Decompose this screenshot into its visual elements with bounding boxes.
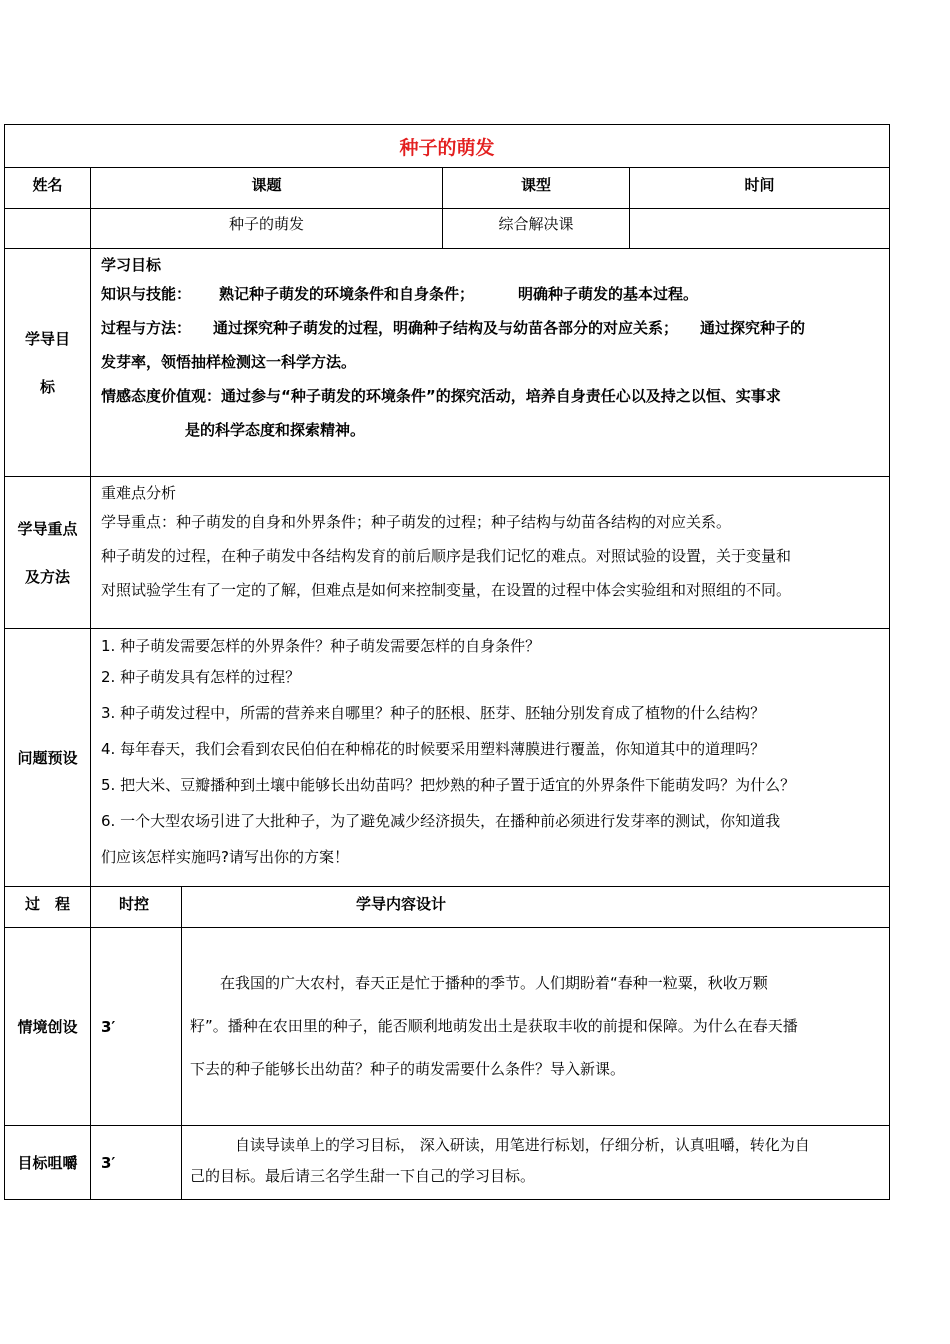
question-item: 5. 把大米、豆瓣播种到土壤中能够长出幼苗吗？把炒熟的种子置于适宜的外界条件下能萌发吗？为什么？ xyxy=(101,776,796,794)
focus-line2: 种子萌发的过程，在种子萌发中各结构发育的前后顺序是我们记忆的难点。对照试验的设置，关于变量和 xyxy=(101,547,792,565)
page-title: 种子的萌发 xyxy=(399,136,495,159)
topic-label: 课题 xyxy=(91,168,443,209)
knowledge-line xyxy=(101,277,879,311)
goals-heading: 学习目标 xyxy=(101,256,162,274)
emotion-text: 通过参与“种子萌发的环境条件”的探究活动，培养自身责任心以及持之以恒、实事求 xyxy=(221,387,781,405)
focus-line3: 对照试验学生有了一定的了解，但难点是如何来控制变量，在设置的过程中体会实验组和对照组的不同。 xyxy=(101,581,792,599)
step-time: 3′ xyxy=(91,928,182,1126)
type-value: 综合解决课 xyxy=(443,209,630,249)
step-name: 目标咀嚼 xyxy=(5,1126,91,1200)
step-content xyxy=(182,1126,890,1200)
questions-content xyxy=(91,629,890,887)
goals-content xyxy=(91,249,890,477)
knowledge-text2: 明确种子萌发的基本过程。 xyxy=(518,285,699,303)
goals-row xyxy=(5,249,890,477)
question-item: 2. 种子萌发具有怎样的过程？ xyxy=(101,668,301,686)
step-line: 己的目标。最后请三名学生甜一下自己的学习目标。 xyxy=(190,1167,536,1185)
name-value xyxy=(5,209,91,249)
step-line: 在我国的广大农村，春天正是忙于播种的季节。人们期盼着“春种一粒粟，秋收万颗 xyxy=(220,974,768,992)
step-row xyxy=(5,928,890,1126)
focus-content xyxy=(91,477,890,629)
time-value xyxy=(630,209,890,249)
lesson-plan xyxy=(4,124,889,1200)
lesson-plan-table xyxy=(4,124,890,1200)
question-item: 4. 每年春天，我们会看到农民伯伯在种棉花的时候要采用塑料薄膜进行覆盖，你知道其中的道理吗？ xyxy=(101,740,766,758)
focus-row xyxy=(5,477,890,629)
goals-side-line2: 标 xyxy=(39,377,55,396)
process-header-row xyxy=(5,887,890,928)
content-design-label: 学导内容设计 xyxy=(182,887,890,928)
goals-side-line1: 学导目 xyxy=(24,329,70,348)
process-text: 通过探究种子萌发的过程，明确种子结构及与幼苗各部分的对应关系； xyxy=(213,319,679,337)
emotion-label: 情感态度价值观： xyxy=(101,387,222,405)
emotion-text2: 是的科学态度和探索精神。 xyxy=(185,421,366,439)
time-label: 时间 xyxy=(630,168,890,209)
time-control-label: 时控 xyxy=(91,887,182,928)
emotion-line xyxy=(101,379,879,413)
goals-side-label xyxy=(5,249,91,477)
process-label: 过 程 xyxy=(5,887,91,928)
step-name: 情境创设 xyxy=(5,928,91,1126)
question-item: 们应该怎样实施吗?请写出你的方案！ xyxy=(101,848,349,866)
process-line xyxy=(101,311,879,345)
topic-value: 种子的萌发 xyxy=(91,209,443,249)
header-row xyxy=(5,168,890,209)
question-item: 6. 一个大型农场引进了大批种子，为了避免减少经济损失，在播种前必须进行发芽率的测试，你知道我 xyxy=(101,812,781,830)
focus-side-line1: 学导重点 xyxy=(17,519,78,538)
question-item: 3. 种子萌发过程中，所需的营养来自哪里？种子的胚根、胚芽、胚轴分别发育成了植物的什么结构？ xyxy=(101,704,766,722)
focus-side-label xyxy=(5,477,91,629)
step-line: 下去的种子能够长出幼苗？种子的萌发需要什么条件？导入新课。 xyxy=(190,1060,626,1078)
questions-side-label: 问题预设 xyxy=(5,629,91,887)
question-item: 1. 种子萌发需要怎样的外界条件？种子萌发需要怎样的自身条件？ xyxy=(101,637,541,655)
step-content xyxy=(182,928,890,1126)
title-row xyxy=(5,125,890,168)
step-row xyxy=(5,1126,890,1200)
process-text3: 发芽率，领悟抽样检测这一科学方法。 xyxy=(101,353,357,371)
title-cell xyxy=(5,125,890,168)
type-label: 课型 xyxy=(443,168,630,209)
process-text2: 通过探究种子的 xyxy=(700,319,806,337)
knowledge-label: 知识与技能： xyxy=(101,285,192,303)
questions-row xyxy=(5,629,890,887)
step-time: 3′ xyxy=(91,1126,182,1200)
step-line: 自读导读单上的学习目标， 深入研读，用笔进行标划，仔细分析，认真咀嚼，转化为自 xyxy=(235,1136,810,1154)
focus-line1: 学导重点：种子萌发的自身和外界条件；种子萌发的过程；种子结构与幼苗各结构的对应关系。 xyxy=(101,513,732,531)
focus-heading: 重难点分析 xyxy=(101,484,177,502)
info-row xyxy=(5,209,890,249)
process-label: 过程与方法： xyxy=(101,319,192,337)
name-label: 姓名 xyxy=(5,168,91,209)
knowledge-text: 熟记种子萌发的环境条件和自身条件； xyxy=(219,285,475,303)
step-line: 籽”。播种在农田里的种子，能否顺利地萌发出土是获取丰收的前提和保障。为什么在春天播 xyxy=(190,1017,798,1035)
focus-side-line2: 及方法 xyxy=(24,567,70,586)
